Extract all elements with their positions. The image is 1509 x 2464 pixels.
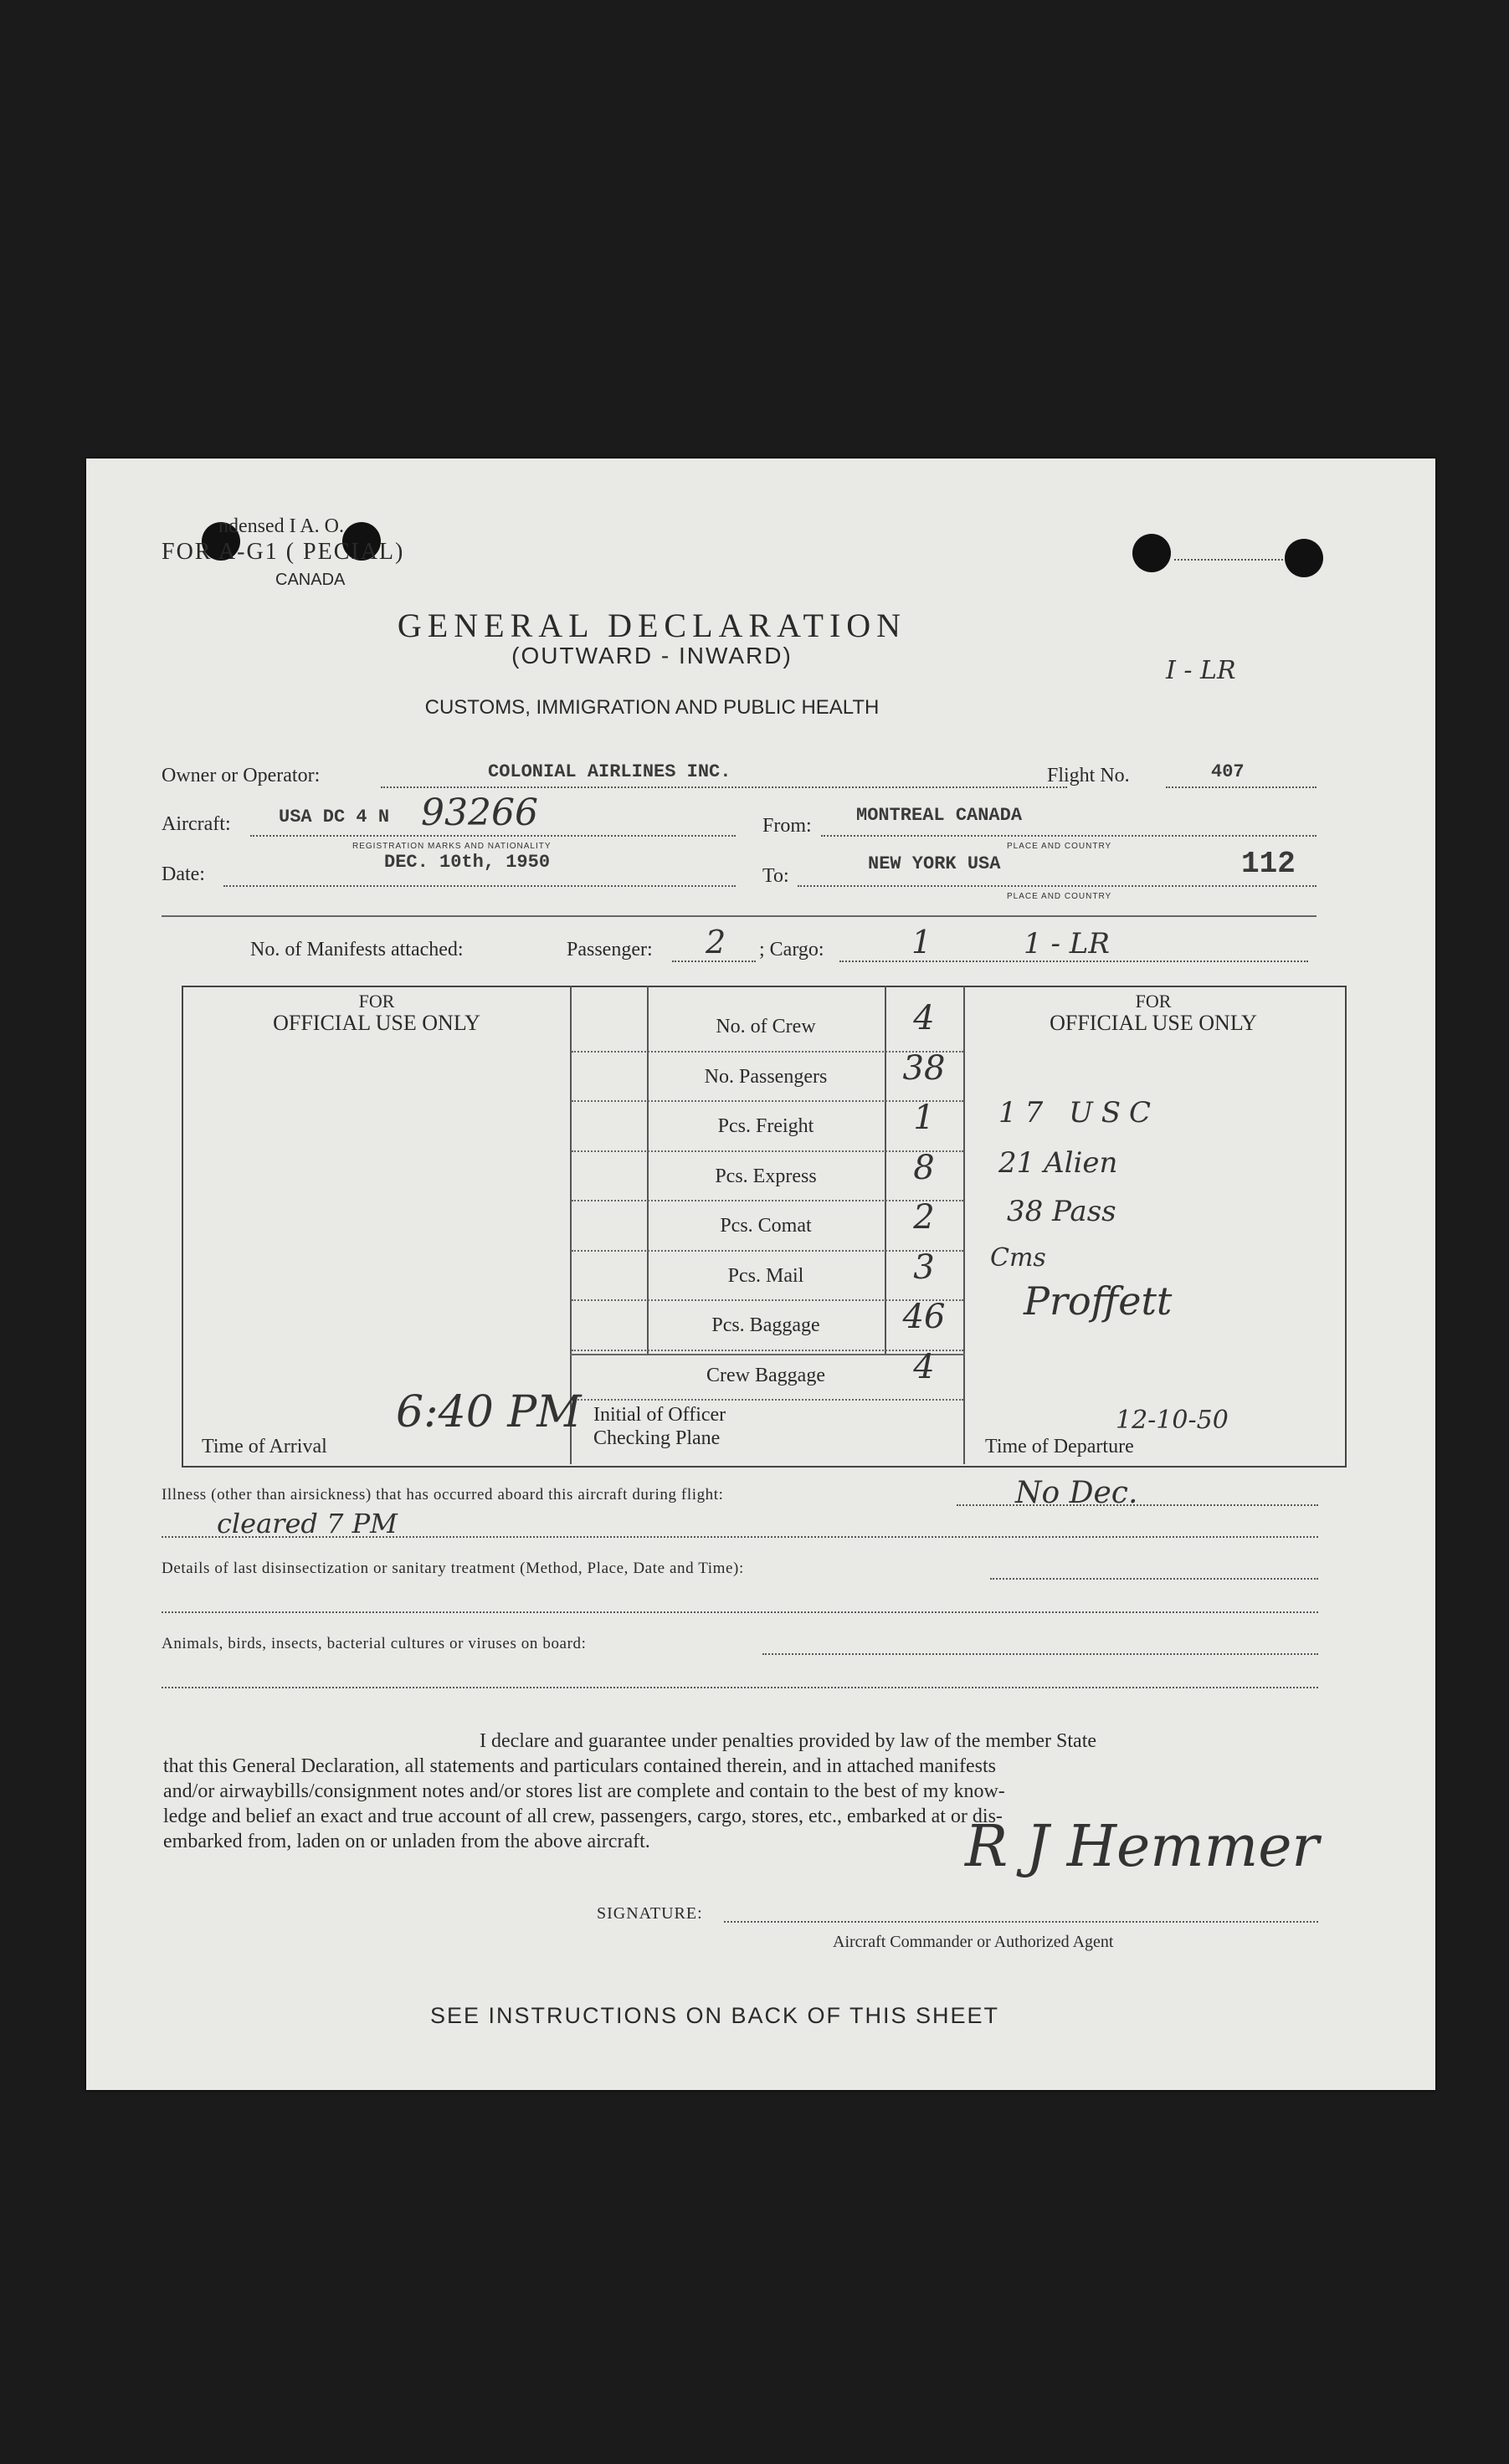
signature-caption: Aircraft Commander or Authorized Agent bbox=[833, 1933, 1114, 1951]
date-dotted-line bbox=[223, 885, 736, 887]
owner-value: COLONIAL AIRLINES INC. bbox=[488, 761, 731, 782]
stamp-number: 112 bbox=[1241, 847, 1296, 881]
illness-value: No Dec. bbox=[1015, 1476, 1138, 1510]
declaration-line: ledge and belief an exact and true account of all crew, passengers, cargo, stores, etc., embarked at or dis- bbox=[163, 1806, 1003, 1827]
table-row bbox=[572, 1198, 963, 1253]
form-header-line1: ndensed I A. O. bbox=[218, 515, 344, 537]
to-dotted-line bbox=[798, 885, 1317, 887]
aircraft-handwritten: 93266 bbox=[421, 791, 538, 834]
checking-plane-label: Checking Plane bbox=[593, 1427, 721, 1449]
date-label: Date: bbox=[162, 863, 205, 885]
row-value: 38 bbox=[902, 1048, 946, 1088]
official-signature-note: Proffett bbox=[1024, 1278, 1173, 1324]
punch-hole bbox=[1285, 539, 1323, 577]
table-rows bbox=[572, 986, 963, 1386]
official-note: 17 USC bbox=[998, 1096, 1160, 1130]
flight-label: Flight No. bbox=[1047, 765, 1130, 786]
row-label: Pcs. Express bbox=[715, 1165, 817, 1187]
time-of-departure-label: Time of Departure bbox=[985, 1436, 1134, 1457]
manifests-cargo-line bbox=[839, 960, 1308, 962]
right-official-label: OFFICIAL USE ONLY bbox=[1050, 1011, 1257, 1035]
row-value: 8 bbox=[913, 1148, 935, 1187]
from-caption: PLACE AND COUNTRY bbox=[1007, 842, 1112, 851]
footer-instructions: SEE INSTRUCTIONS ON BACK OF THIS SHEET bbox=[429, 2003, 1000, 2028]
animals-line-2 bbox=[162, 1687, 1318, 1688]
time-of-arrival-value: 6:40 PM bbox=[396, 1387, 582, 1437]
flight-dotted-line bbox=[1166, 786, 1317, 788]
manifests-passenger-value: 2 bbox=[706, 924, 726, 960]
illness-label: Illness (other than airsickness) that has occurred aboard this aircraft during flight: bbox=[162, 1486, 724, 1504]
table-row bbox=[572, 1298, 963, 1353]
manifests-passenger-label: Passenger: bbox=[567, 939, 653, 960]
row-label: Pcs. Mail bbox=[727, 1264, 804, 1287]
disinsect-line bbox=[990, 1578, 1318, 1580]
flight-value: 407 bbox=[1211, 761, 1245, 782]
official-note-date: 12-10-50 bbox=[1116, 1406, 1229, 1435]
row-label: No. Passengers bbox=[704, 1065, 828, 1088]
manifests-cargo-value: 1 bbox=[911, 924, 932, 960]
from-dotted-line bbox=[821, 835, 1317, 837]
official-note: 21 Alien bbox=[998, 1146, 1118, 1180]
form-header-line2: FOR A-G1 ( PECIAL) bbox=[162, 539, 405, 565]
manifests-passenger-line bbox=[672, 960, 756, 962]
signature-line bbox=[724, 1921, 1318, 1923]
row-separator bbox=[572, 1399, 963, 1401]
table-row bbox=[572, 1099, 963, 1154]
row-label: Pcs. Baggage bbox=[711, 1314, 820, 1336]
table-divider bbox=[963, 986, 965, 1464]
right-for-label: FOR bbox=[1135, 991, 1172, 1012]
initial-officer-label: Initial of Officer bbox=[593, 1404, 726, 1426]
table-row bbox=[572, 1247, 963, 1304]
aircraft-caption: REGISTRATION MARKS AND NATIONALITY bbox=[352, 842, 552, 851]
row-value: 1 bbox=[913, 1099, 935, 1137]
left-official-label: OFFICIAL USE ONLY bbox=[273, 1011, 480, 1035]
aircraft-label: Aircraft: bbox=[162, 813, 231, 835]
row-label: Pcs. Freight bbox=[717, 1115, 814, 1137]
aircraft-dotted-line bbox=[250, 835, 736, 837]
to-label: To: bbox=[762, 865, 789, 887]
aircraft-value: USA DC 4 N bbox=[279, 807, 390, 827]
animals-line bbox=[762, 1653, 1318, 1655]
row-value: 46 bbox=[902, 1298, 946, 1336]
row-value: 4 bbox=[913, 1347, 935, 1386]
punch-hole bbox=[1132, 534, 1171, 572]
page-subtitle: (OUTWARD - INWARD) bbox=[511, 643, 793, 669]
declaration-line: embarked from, laden on or unladen from the above aircraft. bbox=[163, 1831, 650, 1852]
owner-label: Owner or Operator: bbox=[162, 765, 321, 786]
from-label: From: bbox=[762, 815, 812, 837]
declaration-line: that this General Declaration, all statements and particulars contained therein, and in attached manifests bbox=[163, 1755, 996, 1777]
signature: R J Hemmer bbox=[965, 1814, 1319, 1880]
row-value: 3 bbox=[913, 1247, 935, 1287]
official-note: Cms bbox=[990, 1243, 1046, 1273]
row-label: Crew Baggage bbox=[706, 1364, 825, 1386]
form-header-country: CANADA bbox=[275, 571, 346, 589]
table-row bbox=[572, 1148, 963, 1204]
declaration-form-sheet bbox=[86, 458, 1435, 2090]
declaration-line: and/or airwaybills/consignment notes and/or stores list are complete and contain to the best of my know- bbox=[163, 1780, 1005, 1802]
manifests-label: No. of Manifests attached: bbox=[250, 939, 464, 960]
manifests-hand-note: 1 - LR bbox=[1024, 927, 1110, 960]
margin-note: I - LR bbox=[1166, 656, 1236, 685]
owner-dotted-line bbox=[381, 786, 1067, 788]
declaration-line: I declare and guarantee under penalties provided by law of the member State bbox=[480, 1730, 1097, 1752]
table-row bbox=[572, 999, 963, 1054]
left-for-label: FOR bbox=[358, 991, 395, 1012]
animals-label: Animals, birds, insects, bacterial cultures or viruses on board: bbox=[162, 1635, 587, 1652]
official-note: 38 Pass bbox=[1007, 1195, 1116, 1228]
row-value: 4 bbox=[913, 999, 935, 1037]
manifests-cargo-label: ; Cargo: bbox=[759, 939, 824, 960]
row-label: No. of Crew bbox=[716, 1016, 816, 1037]
disinsect-line-2 bbox=[162, 1611, 1318, 1613]
illness-hand-note: cleared 7 PM bbox=[217, 1508, 398, 1539]
to-value: NEW YORK USA bbox=[868, 853, 1001, 874]
page-title: GENERAL DECLARATION bbox=[397, 607, 907, 644]
from-value: MONTREAL CANADA bbox=[856, 805, 1023, 826]
to-caption: PLACE AND COUNTRY bbox=[1007, 892, 1112, 901]
time-of-arrival-label: Time of Arrival bbox=[202, 1436, 327, 1457]
date-value: DEC. 10th, 1950 bbox=[384, 852, 551, 873]
header-dotted-line bbox=[1174, 559, 1283, 561]
header-rule bbox=[162, 915, 1317, 917]
table-row bbox=[572, 1048, 963, 1104]
signature-label: SIGNATURE: bbox=[597, 1904, 703, 1923]
row-label: Pcs. Comat bbox=[720, 1215, 812, 1237]
row-value: 2 bbox=[913, 1198, 935, 1237]
disinsect-label: Details of last disinsectization or sanitary treatment (Method, Place, Date and Time): bbox=[162, 1560, 744, 1577]
section-subheading: CUSTOMS, IMMIGRATION AND PUBLIC HEALTH bbox=[424, 696, 880, 719]
table-row bbox=[572, 1347, 963, 1403]
